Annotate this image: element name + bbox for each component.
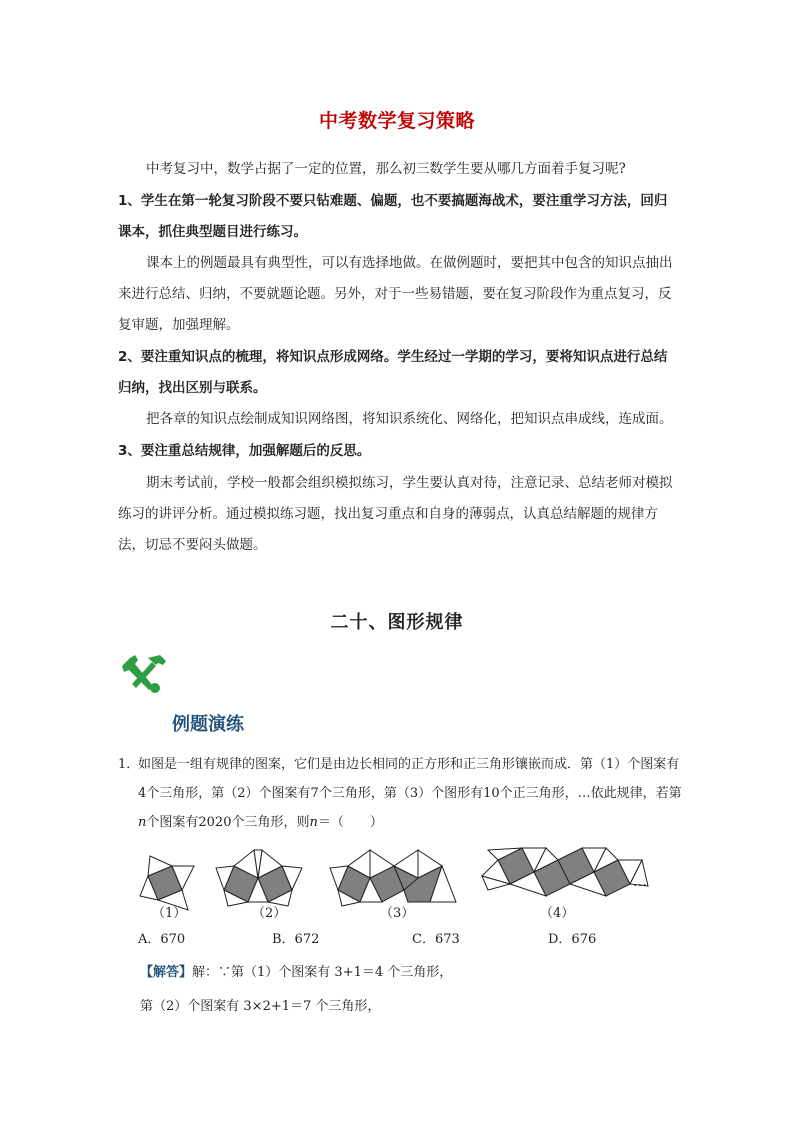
figure-label-2: （2） — [252, 906, 287, 921]
answer-line-2: 第（2）个图案有 3×2+1＝7 个三角形， — [140, 999, 381, 1014]
figure-3 — [330, 850, 456, 906]
point-2-title: 2、要注重知识点的梳理，将知识点形成网络。学生经过一学期的学习，要将知识点进行总结归纳，找出区别与联系。 — [118, 349, 668, 396]
figure-label-4: （4） — [540, 906, 575, 921]
point-2-body: 把各章的知识点绘制成知识网络图，将知识系统化、网络化，把知识点串成线，连成面。 — [146, 411, 673, 427]
answer-tag: 【解答】 — [140, 965, 193, 980]
section-title: 二十、图形规律 — [330, 612, 464, 633]
intro-paragraph: 中考复习中，数学占据了一定的位置，那么初三数学生要从哪几方面着手复习呢? — [146, 161, 626, 177]
point-1-title: 1、学生在第一轮复习阶段不要只钻难题、偏题，也不要搞题海战术，要注重学习方法，回归课本，抓住典型题目进行练习。 — [118, 193, 668, 240]
tools-icon — [122, 652, 172, 696]
answer-options — [138, 928, 658, 952]
figure-label-3: （3） — [380, 906, 415, 921]
example-heading: 例题演练 — [172, 714, 244, 735]
page-title: 中考数学复习策略 — [318, 110, 475, 132]
figure-2 — [216, 850, 302, 906]
option-d[interactable]: D．676 — [548, 932, 597, 947]
figure-ellipsis: … — [633, 874, 647, 890]
option-a[interactable]: A．670 — [138, 932, 186, 947]
point-3-title: 3、要注重总结规律，加强解题后的反思。 — [118, 443, 371, 459]
option-b[interactable]: B．672 — [272, 932, 320, 947]
figure-4 — [482, 848, 648, 896]
question-number: 1． — [118, 757, 140, 772]
point-3-body: 期末考试前，学校一般都会组织模拟练习，学生要认真对待，注意记录、总结老师对模拟练习的讲评分析。通过模拟练习题，找出复习重点和自身的薄弱点，认真总结解题的规律方法，切忌不要闷头做题。 — [118, 475, 673, 553]
point-1-body: 课本上的例题最具有典型性，可以有选择地做。在做例题时，要把其中包含的知识点抽出来进行总结、归纳，不要就题论题。另外，对于一些易错题，要在复习阶段作为重点复习，反复审题，加强理解。 — [118, 255, 673, 333]
figure-label-1: （1） — [152, 906, 187, 921]
option-c[interactable]: C．673 — [412, 932, 460, 947]
question-text: 如图是一组有规律的图案，它们是由边长相同的正方形和正三角形镶嵌而成．第（1）个图案有4个三角形，第（2）个图案有7个三角形，第（3）个图形有10个正三角形，…依此规律，若第n个图案有2020个三角形，则n＝（ ） — [138, 757, 682, 830]
answer-line-1: 【解答】解：∵第（1）个图案有 3+1＝4 个三角形， — [140, 965, 453, 980]
